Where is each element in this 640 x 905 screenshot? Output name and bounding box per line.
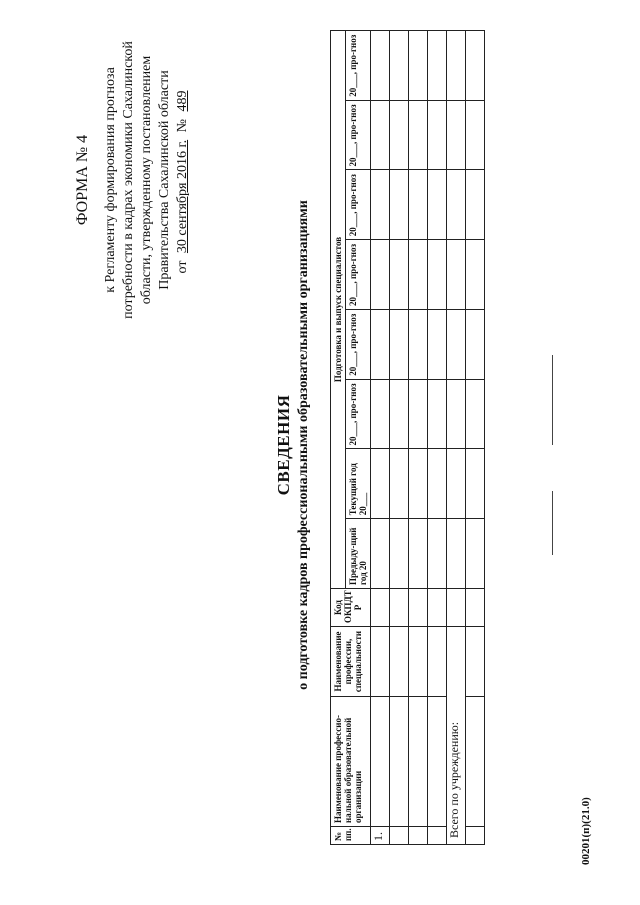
- table-cell[interactable]: [409, 589, 428, 627]
- table-cell[interactable]: [428, 379, 447, 449]
- table-cell[interactable]: [447, 379, 466, 449]
- table-cell[interactable]: [466, 449, 485, 519]
- header-organization: Наименование профессио-нальной образовательной организации: [331, 697, 371, 827]
- header-forecast-4: 20___, про-гноз: [346, 170, 371, 240]
- table-row: [390, 31, 409, 845]
- table-cell[interactable]: [390, 697, 409, 827]
- table-cell[interactable]: [409, 627, 428, 697]
- header-forecast-3: 20___, про-гноз: [346, 240, 371, 310]
- table-row: [409, 31, 428, 845]
- header-forecast-1: 20___, про-гноз: [346, 379, 371, 449]
- header-profession: Наименование профессии, специальности: [331, 627, 371, 697]
- table-cell[interactable]: [371, 170, 390, 240]
- table-cell[interactable]: [428, 240, 447, 310]
- header-group-training: Подготовка и выпуск специалистов: [331, 31, 346, 589]
- table-cell[interactable]: [466, 589, 485, 627]
- table-row: [428, 31, 447, 845]
- header-line-1: к Регламенту формирования прогноза: [103, 67, 118, 293]
- title-sub: о подготовке кадров профессиональными образовательными организациями: [296, 200, 311, 690]
- table-header-row-1: [331, 31, 346, 845]
- table-cell[interactable]: [409, 240, 428, 310]
- header-previous-year: Предыду-щий год 20: [346, 519, 371, 589]
- form-number: ФОРМА № 4: [74, 134, 91, 226]
- table-cell[interactable]: [409, 697, 428, 827]
- total-row: [447, 31, 466, 845]
- table-cell[interactable]: [371, 697, 390, 827]
- table-cell[interactable]: [390, 240, 409, 310]
- table-cell[interactable]: [390, 379, 409, 449]
- table-cell[interactable]: [428, 697, 447, 827]
- table-cell[interactable]: [390, 31, 409, 101]
- table-row: [371, 31, 390, 845]
- table-cell[interactable]: [428, 170, 447, 240]
- form-header: [74, 10, 192, 350]
- table-cell[interactable]: [428, 519, 447, 589]
- table-cell[interactable]: [371, 627, 390, 697]
- table-cell[interactable]: [428, 449, 447, 519]
- header-line-5: [174, 10, 192, 350]
- header-line-2: потребности в кадрах экономики Сахалинской: [121, 41, 136, 319]
- table-cell[interactable]: [371, 379, 390, 449]
- header-line-4: Правительства Сахалинской области: [157, 70, 172, 290]
- header-forecast-5: 20___, про-гноз: [346, 100, 371, 170]
- date-prefix: от: [175, 260, 190, 274]
- table-cell[interactable]: [447, 240, 466, 310]
- table-cell[interactable]: [466, 697, 485, 827]
- total-label: Всего по учреждению:: [447, 627, 466, 845]
- table-cell[interactable]: [466, 170, 485, 240]
- table-cell[interactable]: [409, 379, 428, 449]
- table-cell[interactable]: [447, 449, 466, 519]
- table-cell[interactable]: [371, 310, 390, 380]
- table-cell[interactable]: [447, 31, 466, 101]
- table-cell[interactable]: [428, 589, 447, 627]
- header-line-3: области, утвержденному постановлением: [139, 55, 154, 305]
- table-cell[interactable]: [428, 827, 447, 845]
- table-cell[interactable]: [390, 100, 409, 170]
- table-cell[interactable]: [371, 519, 390, 589]
- training-table: [330, 30, 485, 845]
- table-cell[interactable]: [371, 589, 390, 627]
- table-cell[interactable]: [409, 100, 428, 170]
- table-cell[interactable]: [409, 449, 428, 519]
- title-main: СВЕДЕНИЯ: [274, 394, 293, 496]
- header-number: № пп.: [331, 827, 371, 845]
- table-cell[interactable]: [447, 310, 466, 380]
- header-forecast-6: 20___, про-гноз: [346, 31, 371, 101]
- table-cell[interactable]: [371, 100, 390, 170]
- table-cell[interactable]: [409, 170, 428, 240]
- table-cell[interactable]: [466, 100, 485, 170]
- resolution-number: 489: [175, 90, 190, 112]
- table-cell[interactable]: [371, 240, 390, 310]
- table-cell[interactable]: [390, 627, 409, 697]
- table-cell[interactable]: [409, 31, 428, 101]
- table-cell[interactable]: [409, 310, 428, 380]
- table-cell[interactable]: [371, 31, 390, 101]
- signature-line: [552, 355, 553, 445]
- table-cell[interactable]: [447, 589, 466, 627]
- table-cell[interactable]: [428, 310, 447, 380]
- table-cell[interactable]: [447, 519, 466, 589]
- signature-line: [552, 491, 553, 555]
- table-cell[interactable]: [466, 827, 485, 845]
- table-cell[interactable]: [390, 519, 409, 589]
- table-cell[interactable]: [409, 827, 428, 845]
- document-title: [274, 165, 312, 725]
- table-cell[interactable]: [390, 170, 409, 240]
- resolution-date: 30 сентября 2016 г.: [175, 139, 190, 254]
- table-row: [466, 31, 485, 845]
- header-okpdtr: Код ОКПДТ Р: [331, 589, 371, 627]
- table-cell[interactable]: [466, 519, 485, 589]
- table-cell[interactable]: [447, 170, 466, 240]
- table-cell[interactable]: [466, 627, 485, 697]
- header-current-year: Текущий год 20___: [346, 449, 371, 519]
- number-label: №: [175, 119, 190, 133]
- table-cell[interactable]: [466, 31, 485, 101]
- table-cell[interactable]: [428, 100, 447, 170]
- table-cell[interactable]: [428, 31, 447, 101]
- table-cell[interactable]: [390, 827, 409, 845]
- table-cell[interactable]: [447, 100, 466, 170]
- table-cell[interactable]: [409, 519, 428, 589]
- header-forecast-2: 20___, про-гноз: [346, 310, 371, 380]
- table-cell[interactable]: [466, 240, 485, 310]
- row-number: 1.: [371, 827, 390, 845]
- table-cell[interactable]: [390, 449, 409, 519]
- table-cell[interactable]: [466, 310, 485, 380]
- table-cell[interactable]: [371, 449, 390, 519]
- table-cell[interactable]: [428, 627, 447, 697]
- table-cell[interactable]: [390, 589, 409, 627]
- table-cell[interactable]: [466, 379, 485, 449]
- form-code: 00201(п)(21.0): [580, 797, 592, 865]
- table-cell[interactable]: [390, 310, 409, 380]
